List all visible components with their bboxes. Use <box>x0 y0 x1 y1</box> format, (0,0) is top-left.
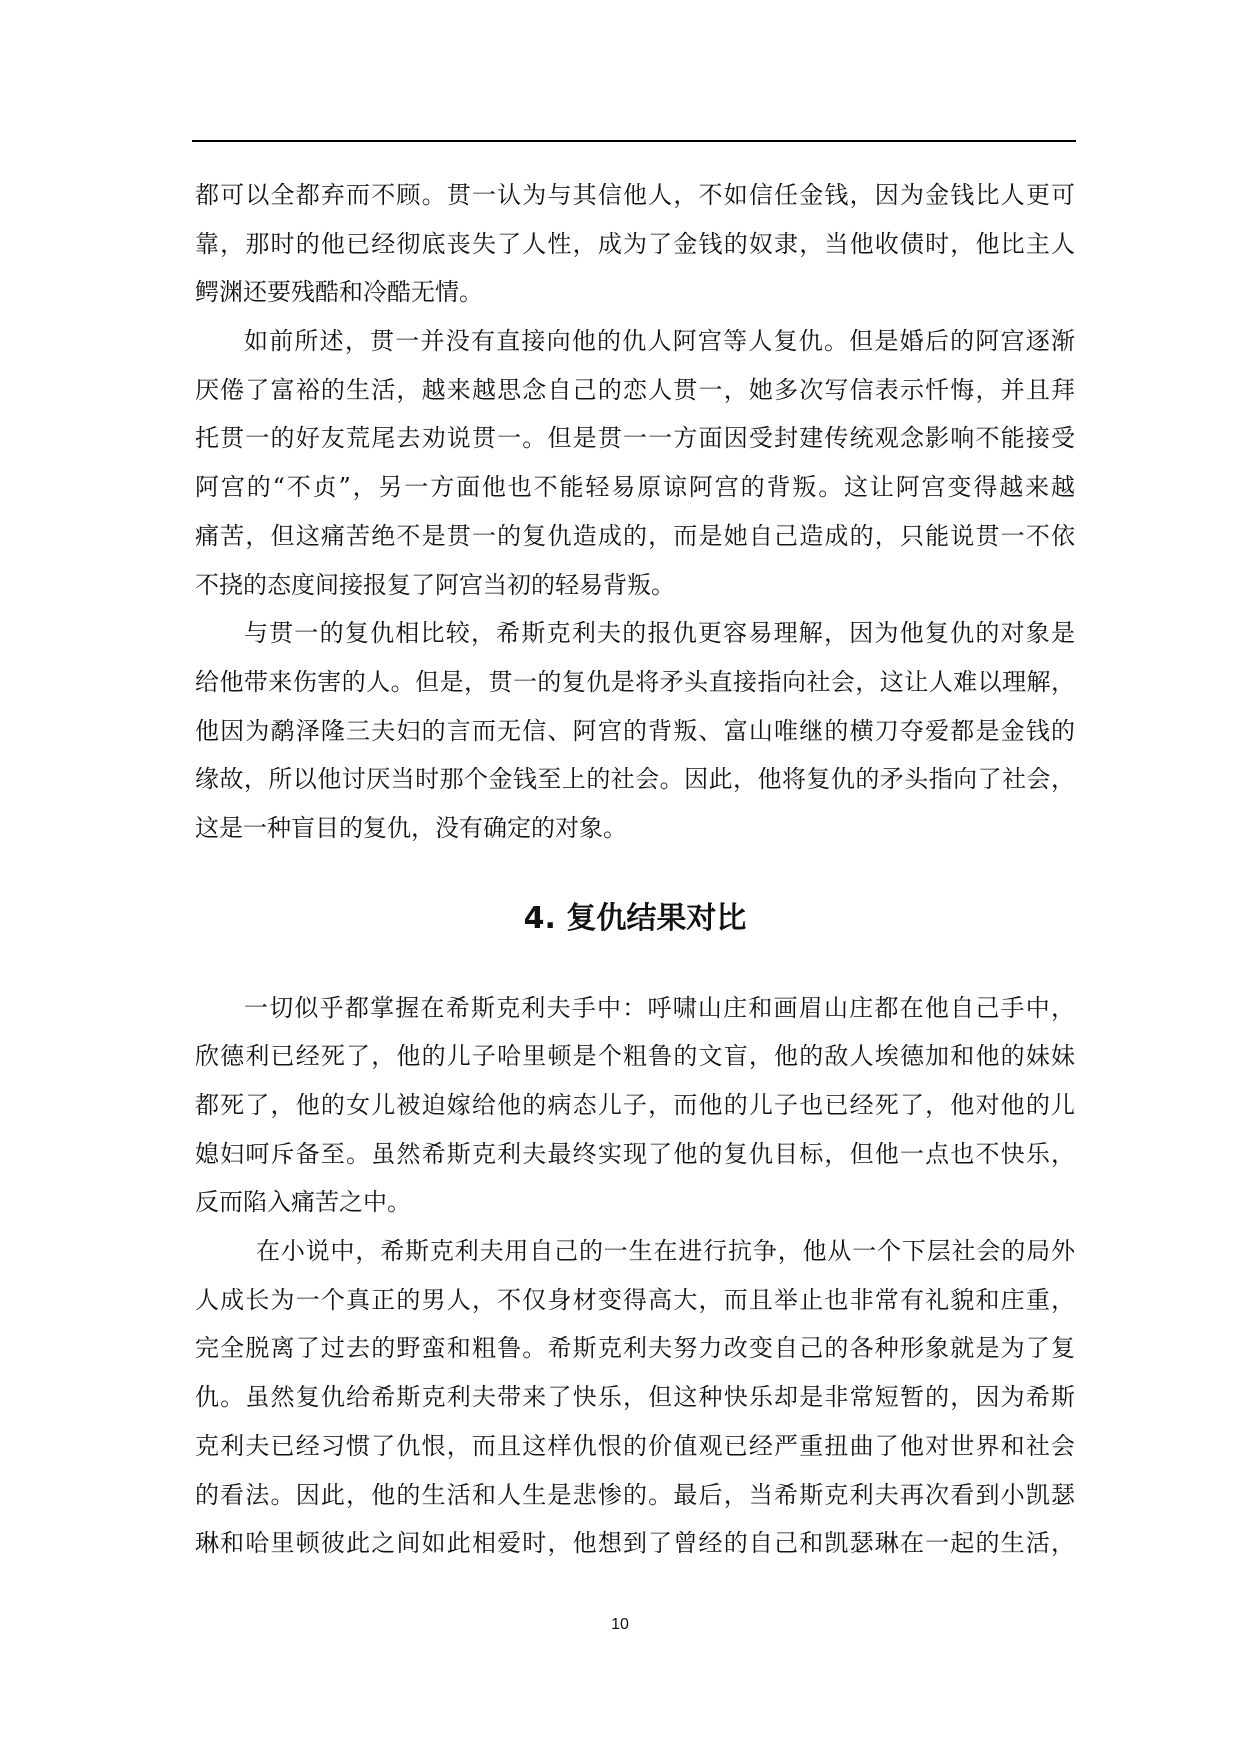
text-line: 都死了，他的女儿被迫嫁给他的病态儿子，而他的儿子也已经死了，他对他的儿 <box>195 1091 1075 1119</box>
text-line: 靠，那时的他已经彻底丧失了人性，成为了金钱的奴隶，当他收债时，他比主人 <box>195 229 1075 258</box>
paragraph <box>195 609 1075 852</box>
text-line: 这是一种盲目的复仇，没有确定的对象。 <box>195 813 627 842</box>
text-line: 鳄渊还要残酷和冷酷无情。 <box>195 278 483 307</box>
text-line: 一切似乎都掌握在希斯克利夫手中：呼啸山庄和画眉山庄都在他自己手中， <box>244 993 1075 1022</box>
text-line: 反而陷入痛苦之中。 <box>195 1188 411 1217</box>
text-line: 阿宫的“不贞”，另一方面他也不能轻易原谅阿宫的背叛。这让阿宫变得越来越 <box>195 473 1075 502</box>
section-after-heading <box>195 984 1075 1568</box>
text-line: 媳妇呵斥备至。虽然希斯克利夫最终实现了他的复仇目标，但他一点也不快乐， <box>195 1139 1075 1168</box>
text-line: 克利夫已经习惯了仇恨，而且这样仇恨的价值观已经严重扭曲了他对世界和社会 <box>195 1431 1075 1460</box>
paragraph <box>195 984 1075 1227</box>
text-line: 与贯一的复仇相比较，希斯克利夫的报仇更容易理解，因为他复仇的对象是 <box>244 619 1075 648</box>
text-line: 托贯一的好友荒尾去劝说贯一。但是贯一一方面因受封建传统观念影响不能接受 <box>195 424 1075 453</box>
text-line: 痛苦，但这痛苦绝不是贯一的复仇造成的，而是她自己造成的，只能说贯一不依 <box>195 521 1075 550</box>
page-body <box>195 171 1075 1568</box>
text-line: 都可以全都弃而不顾。贯一认为与其信他人，不如信任金钱，因为金钱比人更可 <box>195 181 1075 209</box>
text-line: 欣德利已经死了，他的儿子哈里顿是个粗鲁的文盲，他的敌人埃德加和他的妹妹 <box>195 1042 1075 1071</box>
text-line: 的看法。因此，他的生活和人生是悲惨的。最后，当希斯克利夫再次看到小凯瑟 <box>195 1480 1075 1509</box>
section-before-heading <box>195 171 1075 853</box>
page-number: 10 <box>611 1616 629 1633</box>
text-line: 缘故，所以他讨厌当时那个金钱至上的社会。因此，他将复仇的矛头指向了社会， <box>195 765 1075 794</box>
text-line: 不挠的态度间接报复了阿宫当初的轻易背叛。 <box>195 570 675 599</box>
paragraph <box>195 1227 1075 1568</box>
text-line: 人成长为一个真正的男人，不仅身材变得高大，而且举止也非常有礼貌和庄重， <box>195 1285 1075 1314</box>
text-line: 仇。虽然复仇给希斯克利夫带来了快乐，但这种快乐却是非常短暂的，因为希斯 <box>195 1383 1075 1412</box>
paragraph <box>195 171 1075 317</box>
text-line: 完全脱离了过去的野蛮和粗鲁。希斯克利夫努力改变自己的各种形象就是为了复 <box>195 1334 1075 1363</box>
text-line: 厌倦了富裕的生活，越来越思念自己的恋人贯一，她多次写信表示忏悔，并且拜 <box>195 375 1075 404</box>
text-line: 琳和哈里顿彼此之间如此相爱时，他想到了曾经的自己和凯瑟琳在一起的生活， <box>195 1529 1075 1558</box>
text-line: 他因为鹬泽隆三夫妇的言而无信、阿宫的背叛、富山唯继的横刀夺爱都是金钱的 <box>195 716 1075 745</box>
section-heading: 4. 复仇结果对比 <box>523 900 747 936</box>
text-line: 在小说中，希斯克利夫用自己的一生在进行抗争，他从一个下层社会的局外 <box>256 1237 1075 1266</box>
header-rule <box>192 140 1076 142</box>
text-line: 给他带来伤害的人。但是，贯一的复仇是将矛头直接指向社会，这让人难以理解， <box>195 667 1075 696</box>
paragraph <box>195 317 1075 609</box>
text-line: 如前所述，贯一并没有直接向他的仇人阿宫等人复仇。但是婚后的阿宫逐渐 <box>244 327 1075 356</box>
